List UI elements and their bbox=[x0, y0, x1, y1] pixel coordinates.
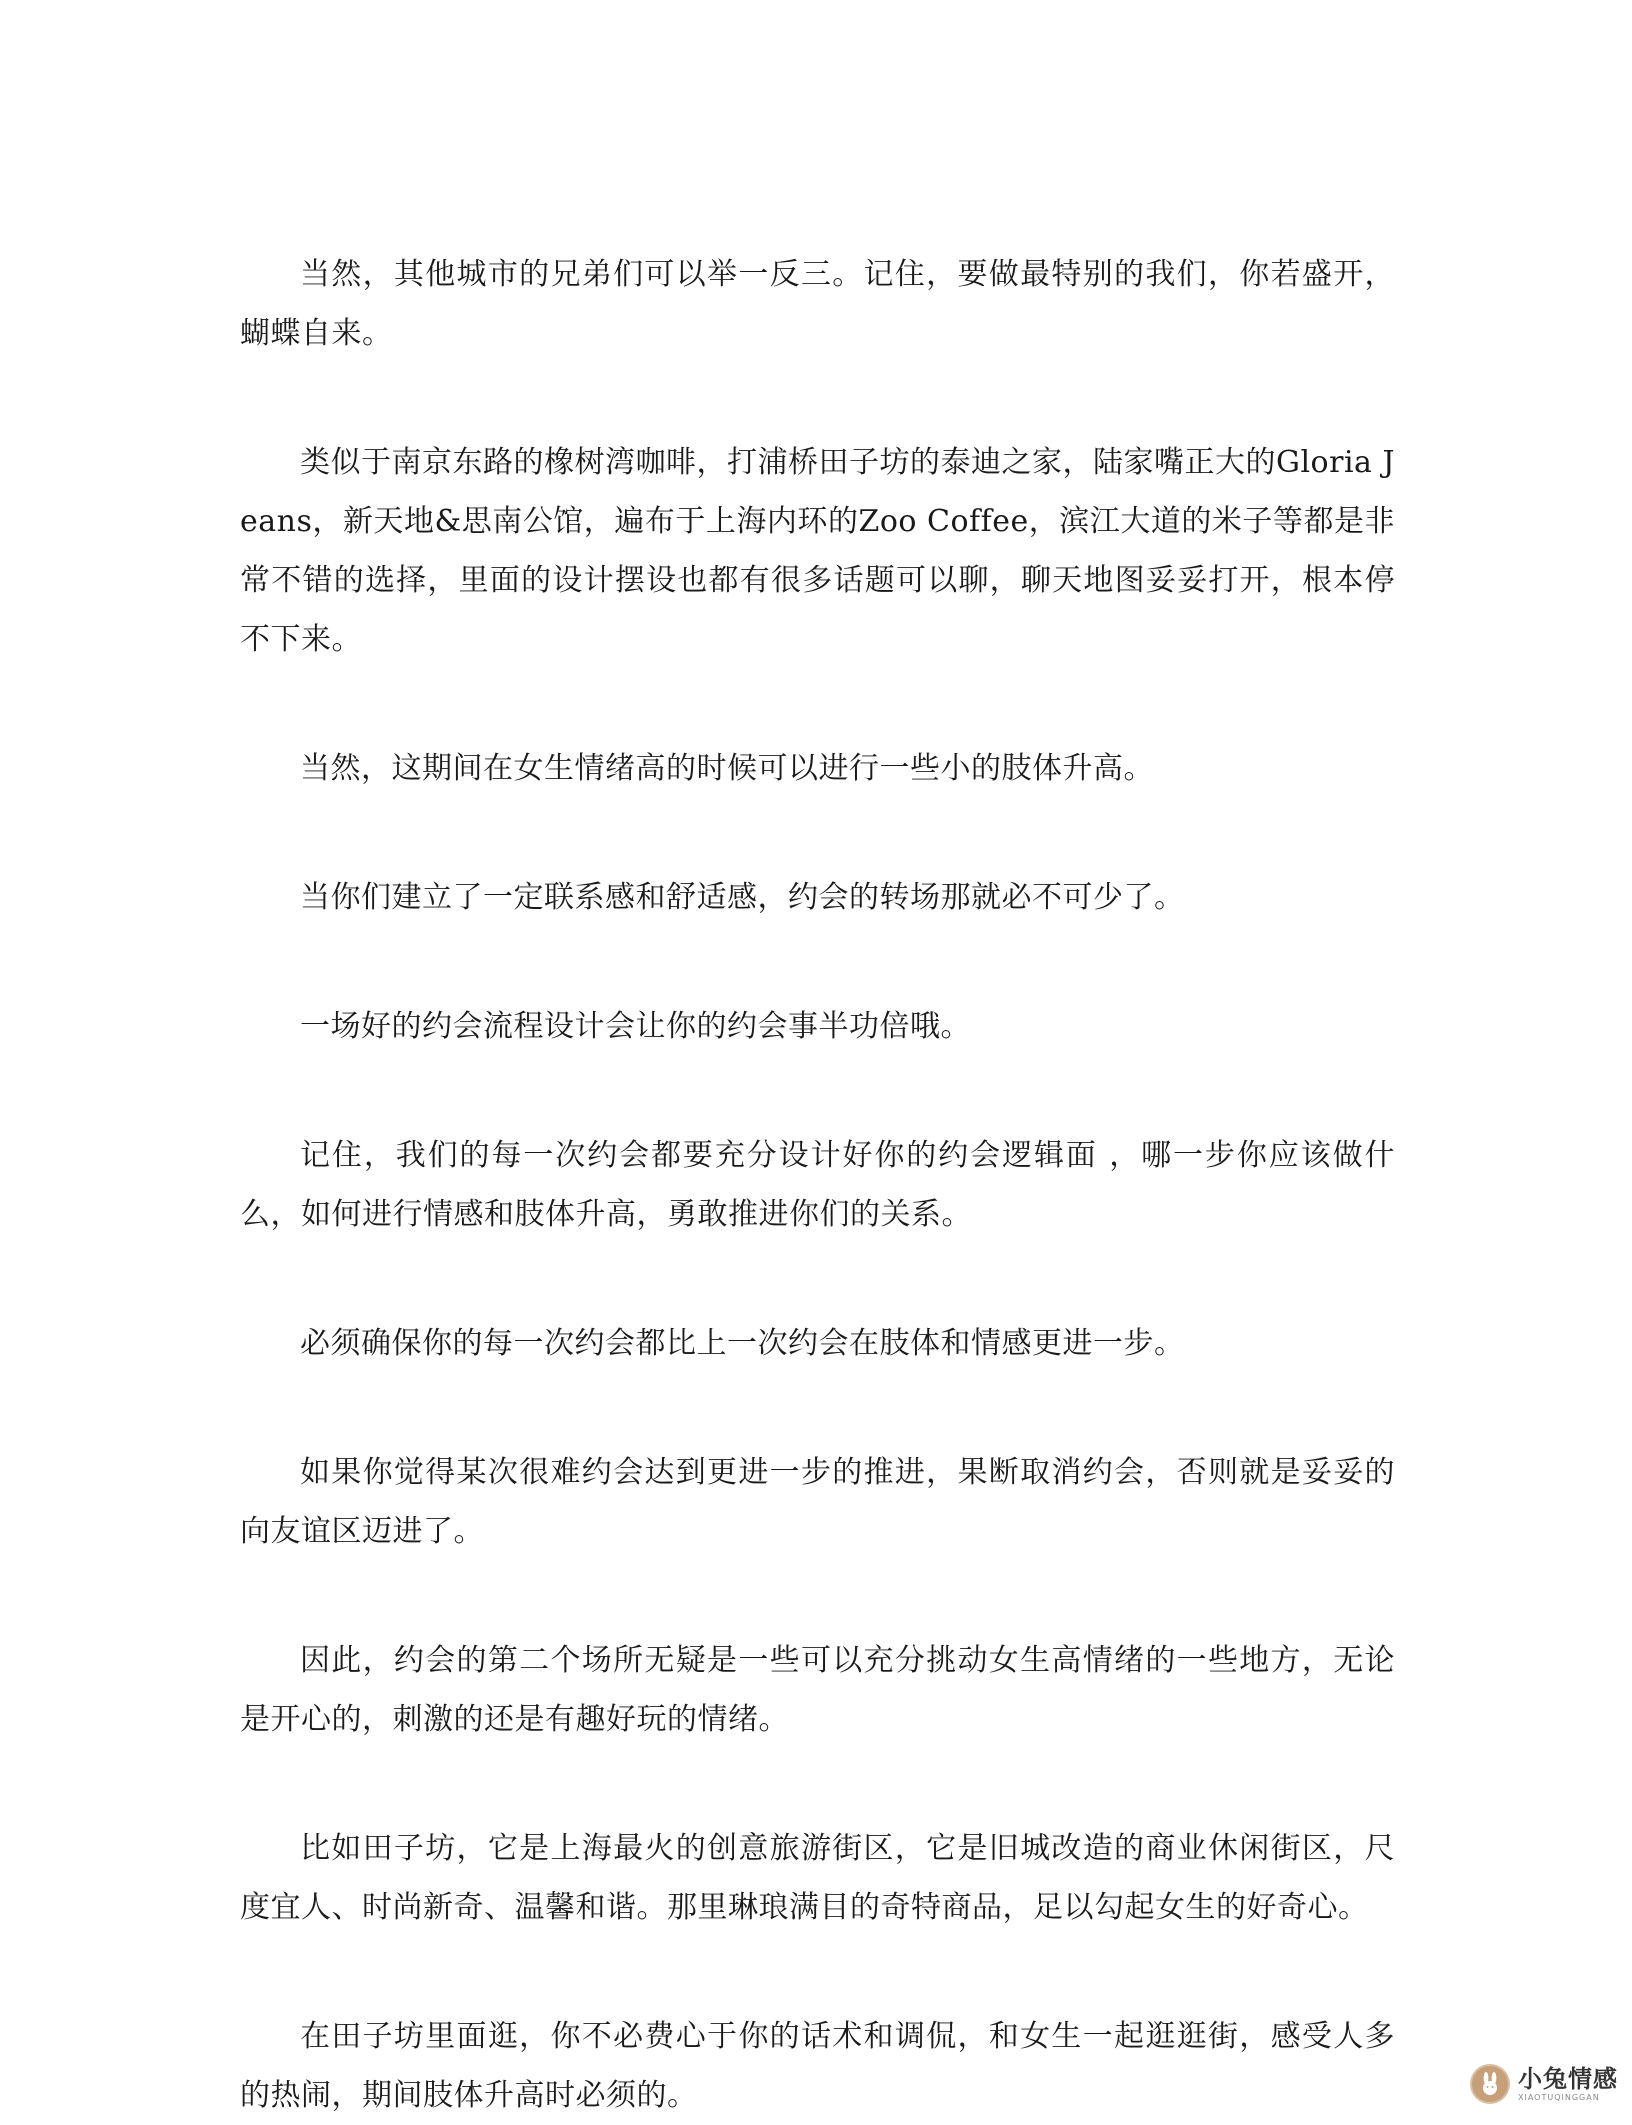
paragraph-8: 如果你觉得某次很难约会达到更进一步的推进，果断取消约会，否则就是妥妥的向友谊区迈进了。 bbox=[240, 1455, 1395, 1549]
paragraph-9: 因此，约会的第二个场所无疑是一些可以充分挑动女生高情绪的一些地方，无论是开心的，刺激的还是有趣好玩的情绪。 bbox=[240, 1643, 1395, 1737]
paragraph-10: 比如田子坊，它是上海最火的创意旅游街区，它是旧城改造的商业休闲街区，尺度宜人、时尚新奇、温馨和谐。那里琳琅满目的奇特商品，足以勾起女生的好奇心。 bbox=[240, 1831, 1395, 1925]
rabbit-icon bbox=[1470, 2064, 1510, 2104]
paragraph-1: 当然，其他城市的兄弟们可以举一反三。记住，要做最特别的我们，你若盛开，蝴蝶自来。 bbox=[240, 257, 1395, 351]
paragraph-3: 当然，这期间在女生情绪高的时候可以进行一些小的肢体升高。 bbox=[300, 751, 1154, 786]
watermark bbox=[1470, 2064, 1618, 2104]
watermark-subtitle: XIAOTUQINGGAN bbox=[1518, 2092, 1600, 2102]
paragraph-7: 必须确保你的每一次约会都比上一次约会在肢体和情感更进一步。 bbox=[300, 1326, 1185, 1361]
paragraph-4: 当你们建立了一定联系感和舒适感，约会的转场那就必不可少了。 bbox=[300, 880, 1185, 915]
paragraph-5: 一场好的约会流程设计会让你的约会事半功倍哦。 bbox=[300, 1009, 971, 1044]
document-body bbox=[240, 245, 1395, 2125]
watermark-title: 小兔情感 bbox=[1518, 2064, 1618, 2093]
paragraph-11: 在田子坊里面逛，你不必费心于你的话术和调侃，和女生一起逛逛街，感受人多的热闹，期间肢体升高时必须的。 bbox=[240, 2019, 1395, 2113]
paragraph-6: 记住，我们的每一次约会都要充分设计好你的约会逻辑面 ，哪一步你应该做什么，如何进行情感和肢体升高，勇敢推进你们的关系。 bbox=[240, 1138, 1395, 1232]
paragraph-2: 类似于南京东路的橡树湾咖啡，打浦桥田子坊的泰迪之家，陆家嘴正大的Gloria Jeans，新天地&思南公馆，遍布于上海内环的Zoo Coffee，滨江大道的米子等都是非常不错的选择，里面的设计摆设也都有很多话题可以聊，聊天地图妥妥打开，根本停不下来。 bbox=[240, 445, 1396, 657]
